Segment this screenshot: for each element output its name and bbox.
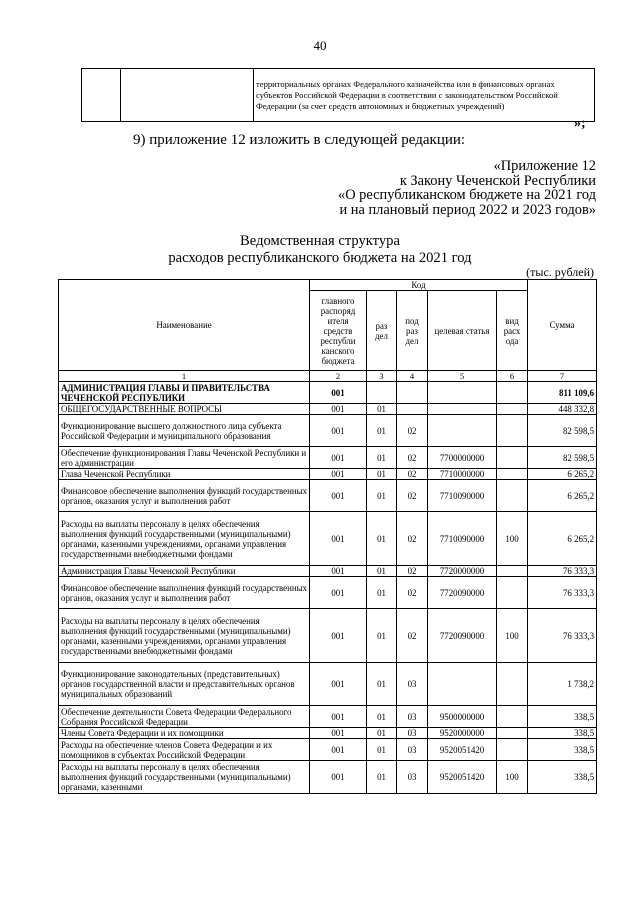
row-grbs: 001: [310, 761, 367, 794]
column-number: 5: [428, 371, 497, 382]
row-expense-type: [497, 404, 528, 415]
row-sum: 338,5: [528, 728, 597, 739]
row-target-article: 9520051420: [428, 761, 497, 794]
row-name: Финансовое обеспечение выполнения функций государственных органов, оказания услуг и выполнения работ: [59, 480, 310, 512]
row-razdel: 01: [367, 728, 397, 739]
row-expense-type: [497, 739, 528, 761]
table-row: [59, 728, 597, 739]
row-razdel: 01: [367, 739, 397, 761]
table-row: [59, 609, 597, 663]
row-expense-type: [497, 382, 528, 404]
table-row: [59, 469, 597, 480]
row-grbs: 001: [310, 382, 367, 404]
row-grbs: 001: [310, 415, 367, 447]
row-grbs: 001: [310, 577, 367, 609]
row-target-article: [428, 415, 497, 447]
row-name: Глава Чеченской Республики: [59, 469, 310, 480]
row-podrazdel: 02: [397, 512, 428, 566]
continued-table-fragment: [81, 68, 595, 122]
row-grbs: 001: [310, 739, 367, 761]
table-row: [59, 577, 597, 609]
table-row: [59, 739, 597, 761]
column-number: 3: [367, 371, 397, 382]
row-razdel: 01: [367, 469, 397, 480]
table-row: [59, 404, 597, 415]
page-number: 40: [313, 38, 327, 53]
fragment-cell-empty: [121, 69, 254, 122]
header-target-article: целевая статья: [428, 291, 497, 371]
row-expense-type: [497, 415, 528, 447]
row-name: Расходы на выплаты персоналу в целях обеспечения выполнения функций государственными (муниципальными) органами, казенными: [59, 761, 310, 794]
row-razdel: 01: [367, 512, 397, 566]
row-name: Расходы на обеспечение членов Совета Федерации и их помощников в субъектах Российской Федерации: [59, 739, 310, 761]
row-name: Финансовое обеспечение выполнения функций государственных органов, оказания услуг и выполнения работ: [59, 577, 310, 609]
column-number: 2: [310, 371, 367, 382]
row-grbs: 001: [310, 728, 367, 739]
row-razdel: 01: [367, 404, 397, 415]
row-razdel: 01: [367, 566, 397, 577]
header-grbs: главного распоряд ителя средств республи канского бюджета: [310, 291, 367, 371]
row-target-article: 7720090000: [428, 609, 497, 663]
row-name: Администрация Главы Чеченской Республики: [59, 566, 310, 577]
table-row: [59, 706, 597, 728]
table-row: [59, 512, 597, 566]
table-row: [59, 566, 597, 577]
annex-line: и на плановый период 2022 и 2023 годов»: [339, 201, 596, 218]
row-target-article: [428, 663, 497, 706]
row-podrazdel: [397, 382, 428, 404]
row-sum: 6 265,2: [528, 469, 597, 480]
row-sum: 448 332,8: [528, 404, 597, 415]
row-podrazdel: 02: [397, 609, 428, 663]
header-podrazdel: под раз дел: [397, 291, 428, 371]
row-podrazdel: 03: [397, 663, 428, 706]
header-sum: Сумма: [528, 280, 597, 371]
row-podrazdel: 03: [397, 728, 428, 739]
annex-line: «Приложение 12: [493, 158, 596, 174]
row-sum: 76 333,3: [528, 566, 597, 577]
row-razdel: 01: [367, 447, 397, 469]
row-target-article: [428, 382, 497, 404]
table-row: [59, 447, 597, 469]
row-podrazdel: 02: [397, 480, 428, 512]
row-target-article: 7720090000: [428, 577, 497, 609]
row-target-article: 7710090000: [428, 480, 497, 512]
header-expense-type: вид расх ода: [497, 291, 528, 371]
title-line: Ведомственная структура: [240, 233, 400, 249]
row-expense-type: [497, 480, 528, 512]
row-razdel: [367, 382, 397, 404]
row-name: АДМИНИСТРАЦИЯ ГЛАВЫ И ПРАВИТЕЛЬСТВА ЧЕЧЕНСКОЙ РЕСПУБЛИКИ: [59, 382, 310, 404]
row-expense-type: [497, 577, 528, 609]
row-sum: 76 333,3: [528, 577, 597, 609]
row-grbs: 001: [310, 566, 367, 577]
header-razdel: раз дел: [367, 291, 397, 371]
closing-mark: »;: [574, 116, 586, 131]
row-grbs: 001: [310, 663, 367, 706]
row-podrazdel: 02: [397, 447, 428, 469]
fragment-cell-empty: [82, 69, 121, 122]
row-sum: 811 109,6: [528, 382, 597, 404]
annex-line: «О республиканском бюджете на 2021 год: [338, 187, 596, 203]
row-name: Члены Совета Федерации и их помощники: [59, 728, 310, 739]
row-grbs: 001: [310, 447, 367, 469]
row-sum: 82 598,5: [528, 415, 597, 447]
row-podrazdel: 02: [397, 566, 428, 577]
column-number: 6: [497, 371, 528, 382]
table-row: [59, 663, 597, 706]
budget-table: [58, 279, 597, 794]
row-razdel: 01: [367, 480, 397, 512]
row-expense-type: [497, 469, 528, 480]
row-sum: 6 265,2: [528, 480, 597, 512]
row-podrazdel: 02: [397, 577, 428, 609]
row-grbs: 001: [310, 609, 367, 663]
row-sum: 82 598,5: [528, 447, 597, 469]
row-razdel: 01: [367, 415, 397, 447]
row-name: Функционирование высшего должностного лица субъекта Российской Федерации и муниципального образования: [59, 415, 310, 447]
row-expense-type: [497, 728, 528, 739]
column-number: 1: [59, 371, 310, 382]
table-row: [59, 415, 597, 447]
row-sum: 338,5: [528, 761, 597, 794]
row-sum: 6 265,2: [528, 512, 597, 566]
row-razdel: 01: [367, 761, 397, 794]
row-target-article: 9520051420: [428, 739, 497, 761]
row-grbs: 001: [310, 706, 367, 728]
annex-line: к Закону Чеченской Республики: [399, 172, 596, 189]
row-grbs: 001: [310, 404, 367, 415]
row-expense-type: 100: [497, 609, 528, 663]
table-row: [59, 480, 597, 512]
column-number: 7: [528, 371, 597, 382]
row-razdel: 01: [367, 609, 397, 663]
row-podrazdel: 02: [397, 415, 428, 447]
row-expense-type: [497, 706, 528, 728]
row-name: Расходы на выплаты персоналу в целях обеспечения выполнения функций государственными (муниципальными) органами, казенными учреждениями, органами управления государственными внебюджетными фондами: [59, 609, 310, 663]
title-line: расходов республиканского бюджета на 2021 год: [168, 250, 472, 266]
row-target-article: 7700000000: [428, 447, 497, 469]
document-title: [0, 233, 640, 267]
annex-header: [338, 159, 596, 217]
row-sum: 338,5: [528, 739, 597, 761]
row-grbs: 001: [310, 480, 367, 512]
row-podrazdel: [397, 404, 428, 415]
row-expense-type: [497, 663, 528, 706]
header-code: Код: [310, 280, 528, 291]
row-target-article: 9520000000: [428, 728, 497, 739]
row-sum: 76 333,3: [528, 609, 597, 663]
row-expense-type: 100: [497, 761, 528, 794]
row-podrazdel: 03: [397, 761, 428, 794]
table-row: [59, 761, 597, 794]
row-target-article: 7710090000: [428, 512, 497, 566]
row-sum: 1 738,2: [528, 663, 597, 706]
units-label: (тыс. рублей): [526, 265, 594, 279]
row-expense-type: [497, 566, 528, 577]
column-number: 4: [397, 371, 428, 382]
row-name: Расходы на выплаты персоналу в целях обеспечения выполнения функций государственными (муниципальными) органами, казенными учреждениями, органами управления государственными внебюджетными фондами: [59, 512, 310, 566]
row-grbs: 001: [310, 469, 367, 480]
row-expense-type: [497, 447, 528, 469]
row-razdel: 01: [367, 577, 397, 609]
item-9-text: 9) приложение 12 изложить в следующей редакции:: [133, 132, 466, 148]
row-target-article: 7720000000: [428, 566, 497, 577]
row-target-article: 7710000000: [428, 469, 497, 480]
row-podrazdel: 03: [397, 739, 428, 761]
row-name: Обеспечение функционирования Главы Чеченской Республики и его администрации: [59, 447, 310, 469]
row-sum: 338,5: [528, 706, 597, 728]
header-name: Наименование: [59, 280, 310, 371]
fragment-cell-text: территориальных органах Федерального казначейства или в финансовых органах субъектов Российской Федерации в соответствии с законодательством Российской Федерации (за счет средств автономных и бюджетных учреждений): [254, 69, 595, 122]
row-razdel: 01: [367, 706, 397, 728]
row-podrazdel: 03: [397, 706, 428, 728]
row-name: Функционирование законодательных (представительных) органов государственной власти и представительных органов муниципальных образований: [59, 663, 310, 706]
row-expense-type: 100: [497, 512, 528, 566]
row-podrazdel: 02: [397, 469, 428, 480]
table-row: [59, 382, 597, 404]
row-name: ОБЩЕГОСУДАРСТВЕННЫЕ ВОПРОСЫ: [59, 404, 310, 415]
row-grbs: 001: [310, 512, 367, 566]
row-target-article: [428, 404, 497, 415]
row-name: Обеспечение деятельности Совета Федерации Федерального Собрания Российской Федерации: [59, 706, 310, 728]
row-target-article: 9500000000: [428, 706, 497, 728]
row-razdel: 01: [367, 663, 397, 706]
